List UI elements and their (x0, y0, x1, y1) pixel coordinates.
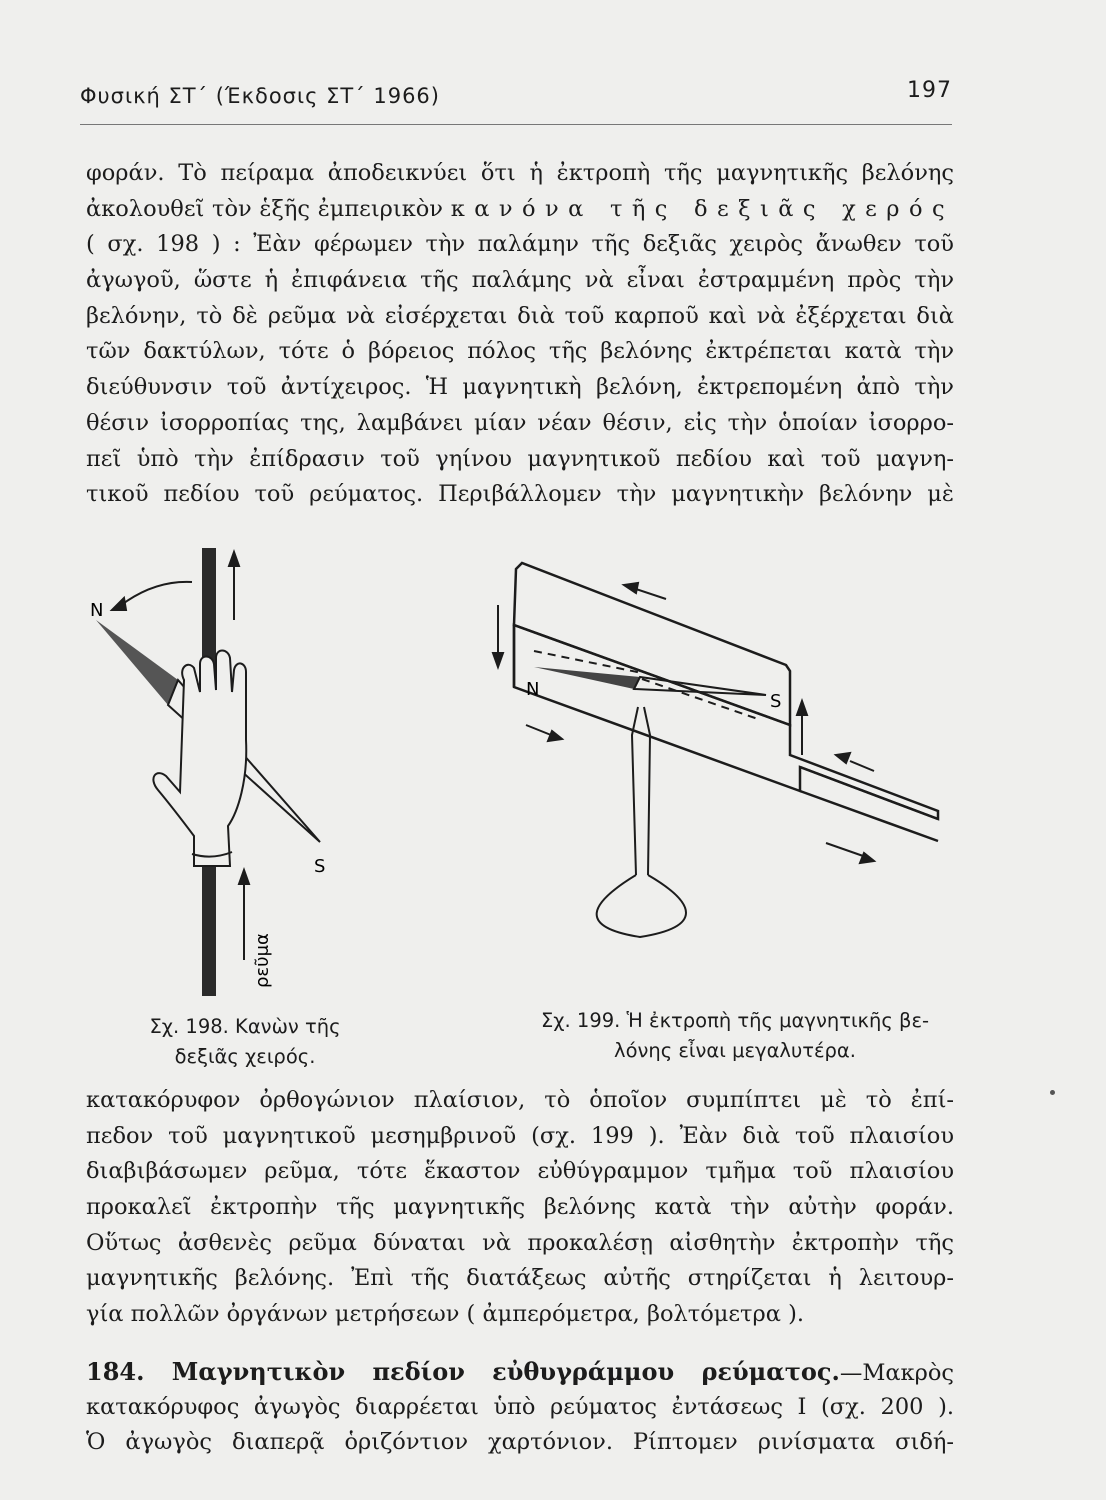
text-line: πεῖ ὑπὸ τὴν ἐπίδρασιν τοῦ γηίνου μαγνητικοῦ πεδίου καὶ τοῦ μαγνη- (86, 445, 954, 472)
text-line: μαγνητικῆς βελόνης. Ἐπὶ τῆς διατάξεως αὐτῆς στηρίζεται ἡ λειτουρ- (86, 1265, 954, 1292)
text-line: βελόνην, τὸ δὲ ρεῦμα νὰ εἰσέρχεται διὰ τοῦ καρποῦ καὶ νὰ ἐξέρχεται διὰ (86, 302, 954, 329)
running-header (80, 78, 952, 114)
compass-needle-north (96, 620, 178, 705)
compass-needle-south (634, 677, 766, 695)
compass-stand (597, 707, 686, 937)
section-heading-line (86, 1354, 954, 1390)
text-line: Ὁ ἀγωγὸς διαπερᾷ ὁριζόντιον χαρτόνιον. Ρίπτομεν ρινίσματα σιδή- (86, 1429, 954, 1456)
text-line: φοράν. Τὸ πείραμα ἀποδεικνύει ὅτι ἡ ἐκτροπὴ τῆς μαγνητικῆς βελόνης (86, 160, 954, 186)
page-number: 197 (907, 78, 952, 103)
text-line: θέσιν ἰσορροπίας της, λαμβάνει μίαν νέαν θέσιν, εἰς τὴν ὁποίαν ἰσορρο- (86, 409, 954, 436)
text-line: Οὕτως ἀσθενὲς ρεῦμα δύναται νὰ προκαλέσῃ αἰσθητὴν ἐκτροπὴν τῆς (86, 1229, 954, 1256)
caption-line: δεξιᾶς χειρός. (174, 1045, 316, 1068)
section-title: 184. Μαγνητικὸν πεδίον εὐθυγράμμου ρεύματος. (86, 1357, 840, 1386)
caption-line: Σχ. 199. Ἡ ἐκτροπὴ τῆς μαγνητικῆς βε- (540, 1009, 930, 1032)
text-line: πεδον τοῦ μαγνητικοῦ μεσημβρινοῦ (σχ. 199 ). Ἐὰν διὰ τοῦ πλαισίου (86, 1122, 954, 1149)
text-line: προκαλεῖ ἐκτροπὴν τῆς μαγνητικῆς βελόνης κατὰ τὴν αὐτὴν φοράν. (86, 1194, 954, 1221)
section-184 (86, 1354, 954, 1461)
text-line-start: ἀκολουθεῖ τὸν ἑξῆς ἐμπειρικὸν (86, 195, 443, 222)
current-arrow-top (229, 552, 239, 620)
north-pole-label: N (526, 679, 540, 700)
text-line: τικοῦ πεδίου τοῦ ρεύματος. Περιβάλλομεν τὴν μαγνητικὴν βελόνην μὲ (86, 481, 954, 508)
figure-199-galvanometer-frame (490, 555, 950, 995)
text-line (86, 192, 954, 228)
deflected-needle-dashes (534, 651, 758, 719)
text-line: τῶν δακτύλων, τότε ὁ βόρειος πόλος τῆς βελόνης ἐκτρέπεται κατὰ τὴν (86, 338, 954, 365)
text-line: γία πολλῶν ὀργάνων μετρήσεων ( ἀμπερόμετρα, βολτόμετρα ). (86, 1301, 805, 1328)
text-line: διεύθυνσιν τοῦ ἀντίχειρος. Ἡ μαγνητικὴ βελόνη, ἐκτρεπομένη ἀπὸ τὴν (86, 374, 954, 401)
figure-198-caption (120, 1012, 370, 1072)
current-label: ρεῦμα (252, 933, 273, 988)
current-arrow-bottom (239, 870, 249, 960)
north-pole-label: N (90, 600, 104, 621)
compass-needle-north (534, 667, 640, 689)
text-line: κατακόρυφος ἀγωγὸς διαρρέεται ὑπὸ ρεύματος ἐντάσεως Ι (σχ. 200 ). (86, 1393, 954, 1420)
paragraph-1 (86, 156, 954, 513)
text-line: ( σχ. 198 ) : Ἐὰν φέρωμεν τὴν παλάμην τῆς δεξιᾶς χειρὸς ἄνωθεν τοῦ (86, 231, 954, 258)
spaced-rule-name: κανόνα τῆς δεξιᾶς χερός (450, 195, 955, 222)
header-rule (80, 124, 952, 125)
text-line: ἀγωγοῦ, ὥστε ἡ ἐπιφάνεια τῆς παλάμης νὰ εἶναι ἐστραμμένη πρὸς τὴν (86, 267, 954, 294)
figure-198-right-hand-rule (84, 540, 384, 1000)
caption-line: λόνης εἶναι μεγαλυτέρα. (614, 1039, 856, 1062)
south-pole-label: S (770, 691, 782, 712)
running-title: Φυσική ΣΤ΄ (Έκδοσις ΣΤ΄ 1966) (80, 84, 440, 108)
south-pole-label: S (314, 856, 326, 877)
rectangular-frame (514, 563, 938, 841)
paragraph-2 (86, 1083, 954, 1333)
text-line: κατακόρυφον ὀρθογώνιον πλαίσιον, τὸ ὁποῖον συμπίπτει μὲ τὸ ἐπί- (86, 1087, 954, 1113)
text-line: διαβιβάσωμεν ρεῦμα, τότε ἕκαστον εὐθύγραμμον τμῆμα τοῦ πλαισίου (86, 1158, 954, 1185)
deflection-arc-arrow (112, 582, 192, 610)
section-title-tail: —Μακρὸς (839, 1360, 954, 1386)
margin-dot (1050, 1090, 1055, 1095)
figure-199-caption (520, 1006, 950, 1066)
caption-line: Σχ. 198. Κανὼν τῆς (149, 1015, 341, 1038)
